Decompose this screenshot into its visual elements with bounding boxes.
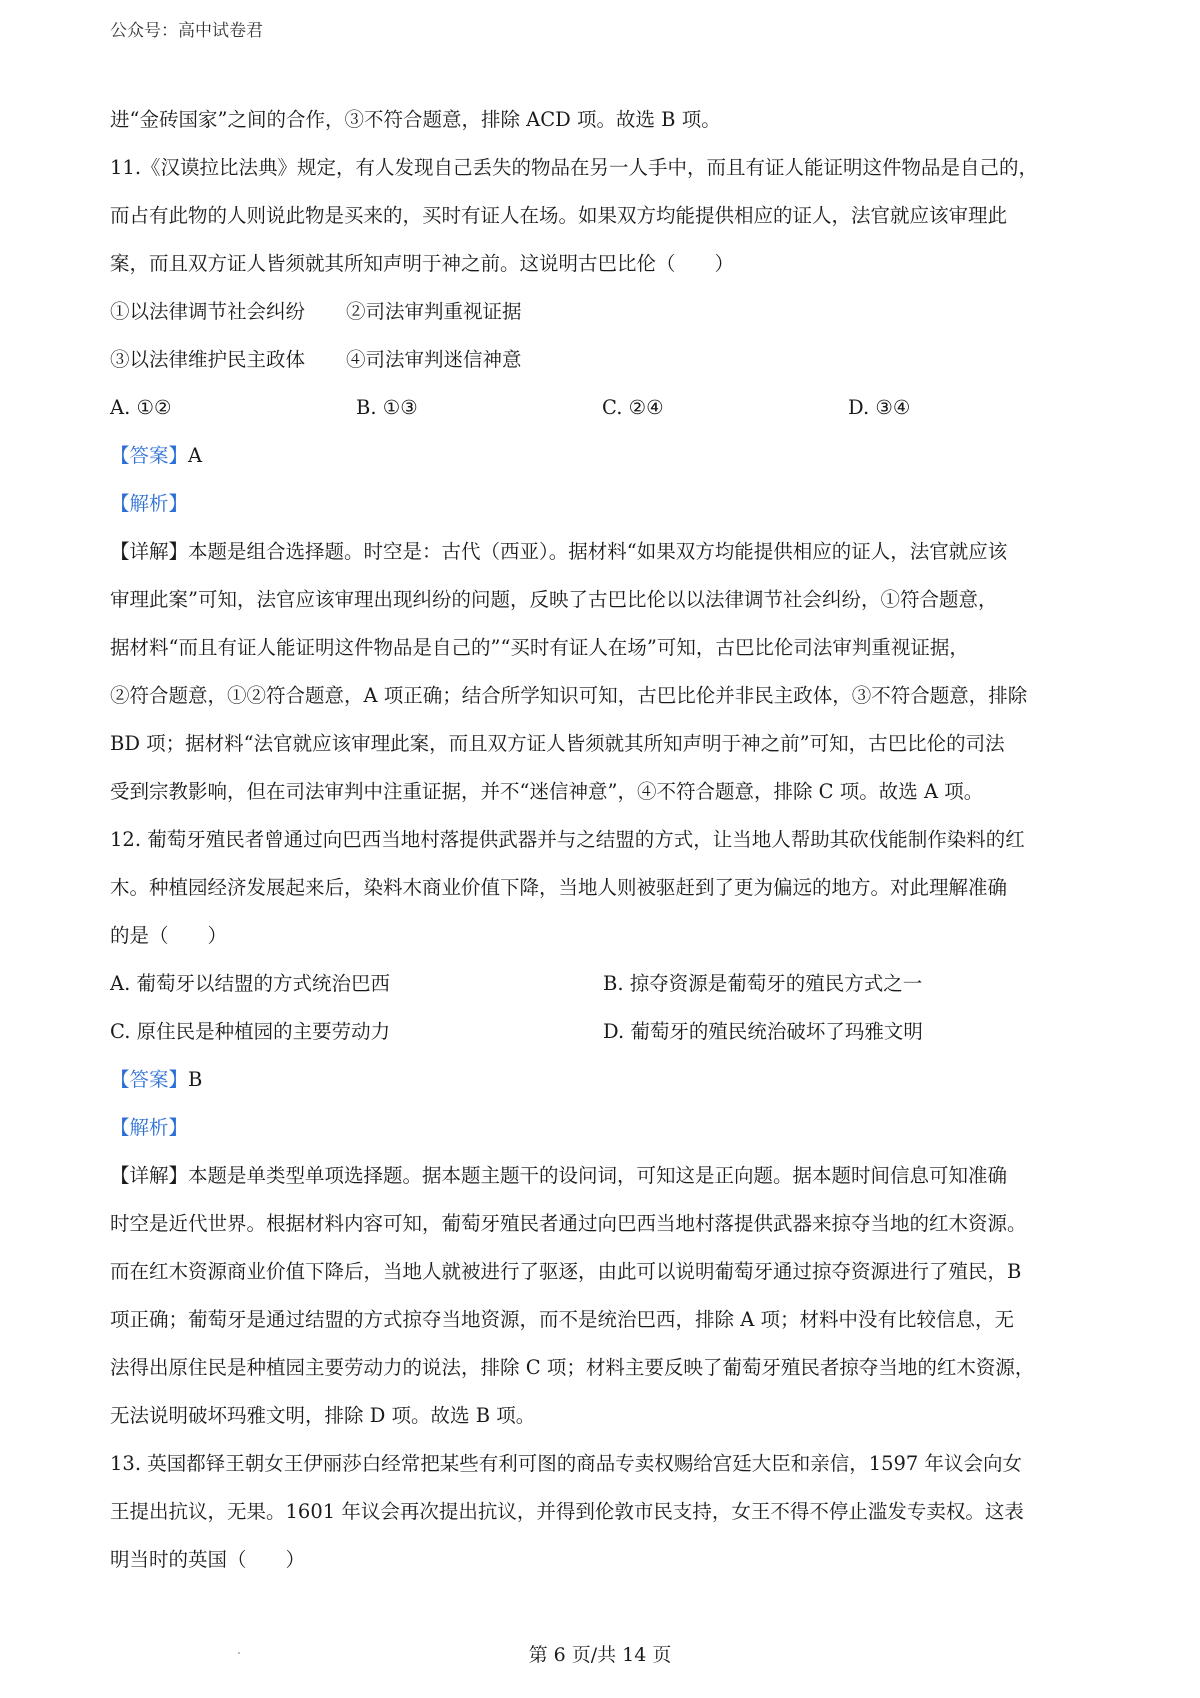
q11-option-a: A. ①②	[110, 396, 172, 419]
q11-answer	[110, 432, 1096, 480]
q11-detail-line: 审理此案”可知，法官应该审理出现纠纷的问题，反映了古巴比伦以以法律调节社会纠纷，①符合题意，	[110, 588, 998, 611]
q11-options-row	[110, 384, 1096, 432]
question-11	[110, 144, 1096, 816]
q12-answer	[110, 1056, 1096, 1104]
q11-detail-line: 受到宗教影响，但在司法审判中注重证据，并不“迷信神意”，④不符合题意，排除 C 项。故选 A 项。	[110, 780, 984, 803]
q12-detail-line: 【详解】本题是单类型单项选择题。据本题主题干的设问词，可知这是正向题。据本题时间信息可知准确	[110, 1164, 1008, 1187]
q12-detail-line: 项正确；葡萄牙是通过结盟的方式掠夺当地资源，而不是统治巴西，排除 A 项；材料中没有比较信息，无	[110, 1308, 1014, 1331]
q12-option-d: D. 葡萄牙的殖民统治破坏了玛雅文明	[603, 1020, 923, 1043]
analysis-label: 【解析】	[110, 492, 189, 515]
q12-options-row	[110, 1008, 1096, 1056]
answer-label: 【答案】	[110, 444, 189, 467]
q12-option-b: B. 掠夺资源是葡萄牙的殖民方式之一	[603, 972, 923, 995]
q11-option-c: C. ②④	[602, 396, 664, 419]
q12-analysis	[110, 1104, 1096, 1152]
q11-stem-line: 而占有此物的人则说此物是买来的，买时有证人在场。如果双方均能提供相应的证人，法官就应该审理此	[110, 204, 1008, 227]
document-body	[110, 96, 1096, 1584]
q11-item-3: ③以法律维护民主政体	[110, 348, 306, 371]
question-13	[110, 1440, 1096, 1584]
q11-option-b: B. ①③	[356, 396, 418, 419]
q11-detail-line: BD 项；据材料“法官就应该审理此案，而且双方证人皆须就其所知声明于神之前”可知，古巴比伦的司法	[110, 732, 1005, 755]
q11-item-4: ④司法审判迷信神意	[346, 348, 522, 371]
q12-stem-line: 12. 葡萄牙殖民者曾通过向巴西当地村落提供武器并与之结盟的方式，让当地人帮助其砍伐能制作染料的红	[110, 828, 1025, 851]
q11-item-1: ①以法律调节社会纠纷	[110, 300, 306, 323]
analysis-label: 【解析】	[110, 1116, 189, 1139]
q12-detail-line: 法得出原住民是种植园主要劳动力的说法，排除 C 项；材料主要反映了葡萄牙殖民者掠夺当地的红木资源，	[110, 1356, 1035, 1379]
q13-stem-line: 王提出抗议，无果。1601 年议会再次提出抗议，并得到伦敦市民支持，女王不得不停止滥发专卖权。这表	[110, 1500, 1024, 1523]
q12-detail-line: 而在红木资源商业价值下降后，当地人就被进行了驱逐，由此可以说明葡萄牙通过掠夺资源进行了殖民，B	[110, 1260, 1022, 1283]
answer-value: A	[188, 444, 203, 467]
answer-value: B	[188, 1068, 203, 1091]
q11-stem-line: 11.《汉谟拉比法典》规定，有人发现自己丢失的物品在另一人手中，而且有证人能证明这件物品是自己的，	[110, 156, 1039, 179]
question-12	[110, 816, 1096, 1440]
q11-stem-line: 案，而且双方证人皆须就其所知声明于神之前。这说明古巴比伦（ ）	[110, 252, 735, 275]
q11-items-row	[110, 288, 1096, 336]
q12-detail-line: 时空是近代世界。根据材料内容可知，葡萄牙殖民者通过向巴西当地村落提供武器来掠夺当地的红木资源。	[110, 1212, 1027, 1235]
q12-detail-line: 无法说明破坏玛雅文明，排除 D 项。故选 B 项。	[110, 1404, 536, 1427]
q11-option-d: D. ③④	[848, 396, 911, 419]
q11-detail-line: 【详解】本题是组合选择题。时空是：古代（西亚）。据材料“如果双方均能提供相应的证人，法官就应该	[110, 540, 1008, 563]
q13-stem-line: 明当时的英国（ ）	[110, 1548, 306, 1571]
q11-item-2: ②司法审判重视证据	[346, 300, 522, 323]
q12-stem-line: 的是（ ）	[110, 924, 228, 947]
q11-items-row	[110, 336, 1096, 384]
q11-detail-line: 据材料“而且有证人能证明这件物品是自己的”“买时有证人在场”可知，古巴比伦司法审判重视证据，	[110, 636, 969, 659]
q13-stem-line: 13. 英国都铎王朝女王伊丽莎白经常把某些有利可图的商品专卖权赐给宫廷大臣和亲信，1597 年议会向女	[110, 1452, 1023, 1475]
q12-stem-line: 木。种植园经济发展起来后，染料木商业价值下降，当地人则被驱赶到了更为偏远的地方。对此理解准确	[110, 876, 1008, 899]
q12-options-row	[110, 960, 1096, 1008]
prev-answer-tail: 进“金砖国家”之间的合作，③不符合题意，排除 ACD 项。故选 B 项。	[110, 108, 721, 131]
q11-detail-line: ②符合题意，①②符合题意，A 项正确；结合所学知识可知，古巴比伦并非民主政体，③不符合题意，排除	[110, 684, 1028, 707]
q11-analysis	[110, 480, 1096, 528]
page-header: 公众号：高中试卷君	[110, 21, 263, 41]
page-footer: 第 6 页/共 14 页	[528, 1644, 672, 1666]
q12-option-c: C. 原住民是种植园的主要劳动力	[110, 1020, 391, 1043]
q12-option-a: A. 葡萄牙以结盟的方式统治巴西	[110, 972, 390, 995]
answer-label: 【答案】	[110, 1068, 189, 1091]
